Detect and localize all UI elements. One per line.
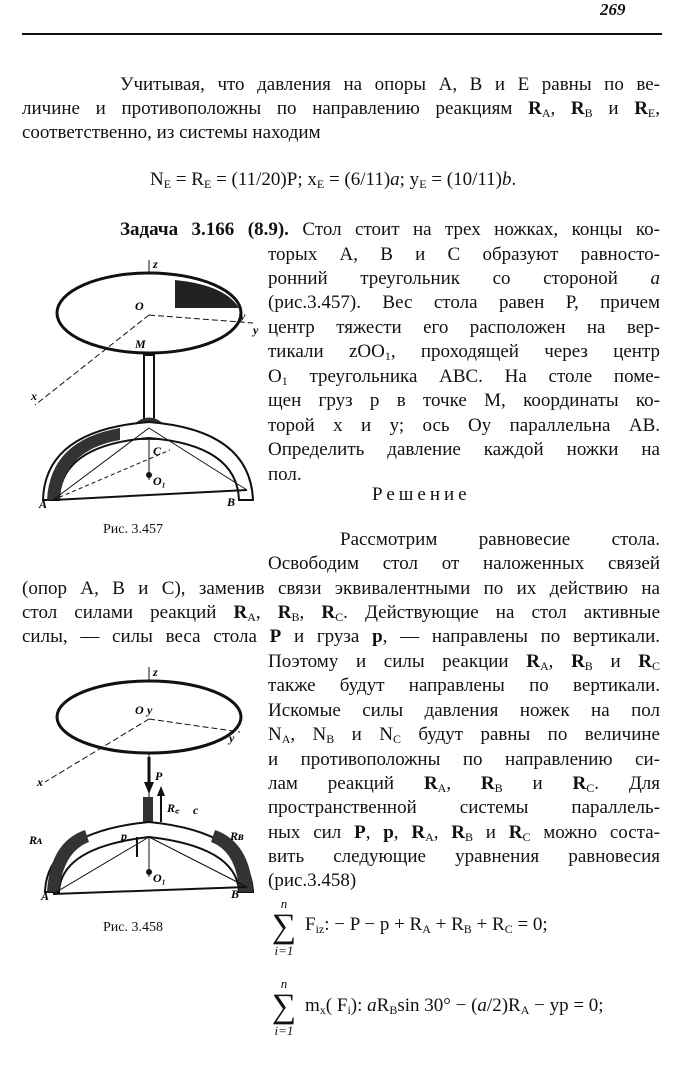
force-label-ra: Rᴀ	[29, 833, 42, 847]
subscript: 1	[384, 349, 391, 363]
text-segment: и	[592, 98, 635, 119]
text-segment: и груза	[281, 626, 373, 647]
text-segment: и N	[334, 724, 393, 745]
text-segment: R	[451, 822, 465, 843]
text-segment: R	[526, 651, 540, 672]
point-label-b: B	[227, 495, 236, 509]
text-segment: Определить давление каждой ножки на	[268, 439, 660, 460]
text-segment: F	[305, 914, 316, 935]
text-segment: , проходящей через центр	[390, 341, 660, 362]
text-line	[268, 464, 302, 486]
text-line	[268, 268, 660, 290]
subscript: C	[522, 830, 531, 844]
axis-label-z: z	[153, 257, 158, 271]
point-label-a: A	[39, 497, 48, 510]
subscript: E	[203, 177, 212, 191]
text-segment: ронний треугольник со стороной	[268, 268, 651, 289]
text-segment: R	[570, 98, 585, 119]
text-segment: тикали zOO	[268, 341, 385, 362]
text-segment: P	[269, 626, 282, 647]
text-segment: R	[321, 602, 336, 623]
subscript: B	[584, 106, 593, 120]
text-segment: треугольника ABC. На столе поме-	[287, 366, 660, 387]
text-line	[268, 390, 660, 412]
sum-symbol: n ∑ i=1	[271, 896, 297, 958]
text-segment: ,	[446, 773, 481, 794]
subscript: A	[437, 781, 447, 795]
subscript: C	[504, 922, 513, 936]
text-segment: R	[411, 822, 426, 843]
text-segment: R	[376, 995, 390, 1016]
subscript: A	[247, 610, 256, 624]
figure-caption-3-458: Рис. 3.458	[103, 920, 163, 935]
text-segment: : − P − p + R	[324, 914, 423, 935]
force-label-rb: Rʙ	[230, 829, 244, 843]
text-segment: = (11/20)P; x	[211, 169, 317, 190]
text-segment: R	[528, 98, 542, 119]
text-segment: b	[501, 169, 512, 190]
subscript: A	[422, 922, 431, 936]
text-segment: и противоположны по направлению си-	[268, 749, 660, 770]
text-line	[268, 341, 660, 367]
text-segment: p	[383, 822, 394, 843]
subscript: B	[326, 732, 335, 746]
text-segment: R	[572, 773, 587, 794]
subscript: A	[425, 830, 434, 844]
page-number: 269	[600, 0, 626, 19]
text-segment: a	[477, 995, 487, 1016]
text-segment: ,	[299, 602, 322, 623]
text-segment: R	[634, 98, 648, 119]
figure-3-457-table-diagram	[25, 250, 265, 510]
subscript: E	[647, 106, 656, 120]
subscript: E	[316, 177, 325, 191]
text-segment: Задача 3.166 (8.9).	[120, 219, 289, 240]
subscript: C	[652, 659, 661, 673]
text-line	[268, 651, 660, 677]
force-label-p-load: p	[121, 829, 127, 843]
text-segment: ,	[550, 98, 571, 119]
text-segment: вить следующие уравнения равновесия	[268, 846, 660, 867]
text-segment: ,	[393, 822, 412, 843]
text-segment: R	[571, 651, 585, 672]
point-label-b: B	[231, 887, 240, 901]
sum-symbol: n ∑ i=1	[271, 976, 297, 1038]
text-segment: ,	[433, 822, 452, 843]
text-line	[22, 626, 660, 648]
text-segment: N	[268, 724, 282, 745]
text-segment: (рис.3.457). Вес стола равен Р, причем	[268, 292, 660, 313]
point-label-a: A	[41, 889, 50, 902]
text-segment: sin 30° − (	[397, 995, 478, 1016]
text-segment: будут равны по величине	[400, 724, 660, 745]
text-segment: ,	[655, 98, 661, 119]
text-segment: (рис.3.458)	[268, 870, 357, 891]
text-line	[268, 870, 356, 892]
point-label-c: c	[193, 803, 199, 817]
text-segment: стол силами реакций	[22, 602, 234, 623]
figure-caption-3-457: Рис. 3.457	[103, 522, 163, 537]
equation-line	[305, 914, 548, 940]
text-segment: R	[423, 773, 438, 794]
text-segment: щен груз р в точке М, координаты ко-	[268, 390, 660, 411]
text-segment: ; y	[399, 169, 420, 190]
subscript: C	[392, 732, 401, 746]
text-segment: и	[592, 651, 639, 672]
text-segment: = R	[171, 169, 204, 190]
text-segment: = (10/11)	[426, 169, 502, 190]
header-rule	[22, 33, 662, 35]
text-line	[268, 439, 660, 461]
text-line	[268, 415, 660, 437]
subscript: B	[389, 1003, 398, 1017]
text-segment: (опор А, В и С), заменив связи эквивалентными по их действию на	[22, 578, 660, 599]
text-line	[268, 553, 660, 575]
text-segment: , N	[290, 724, 327, 745]
text-line	[268, 700, 660, 722]
text-segment: Искомые силы давления ножек на пол	[268, 700, 660, 721]
subscript: A	[281, 732, 291, 746]
force-label-p-weight: P	[155, 769, 163, 783]
text-line	[22, 578, 660, 600]
point-label-o: O	[135, 299, 144, 313]
text-segment: Учитывая, что давления на опоры А, В и Е равны по ве-	[120, 74, 660, 95]
axis-label-y: y	[229, 731, 235, 745]
text-segment: лам реакций	[268, 773, 424, 794]
text-segment: также будут направлены по вертикали.	[268, 675, 660, 696]
point-label-m: M	[135, 337, 146, 351]
text-segment: торых А, В и С образуют равносто-	[268, 244, 660, 265]
text-segment: Освободим стол от наложенных связей	[268, 553, 660, 574]
axis-label-x: x	[31, 389, 37, 403]
text-segment: и	[502, 773, 573, 794]
text-segment: и	[473, 822, 509, 843]
text-segment: силы, — силы веса стола	[22, 626, 270, 647]
axis-label-y: y	[147, 703, 153, 717]
text-line	[22, 98, 660, 124]
text-segment: ,	[365, 822, 384, 843]
text-segment: O	[268, 366, 282, 387]
text-segment: p	[372, 626, 383, 647]
text-segment: a	[367, 995, 377, 1016]
subscript: B	[463, 922, 472, 936]
text-segment: ):	[350, 995, 368, 1016]
text-line	[268, 797, 660, 819]
subscript: iz	[315, 922, 325, 936]
text-segment: ных сил	[268, 822, 355, 843]
text-segment: = 0;	[512, 914, 548, 935]
point-label-o1: O₁	[153, 871, 166, 885]
text-line	[268, 749, 660, 771]
text-segment: центр тяжести его расположен на вер-	[268, 317, 660, 338]
axis-label-z: z	[153, 665, 158, 679]
text-line	[22, 602, 660, 628]
equation-line	[305, 995, 604, 1021]
text-segment: Поэтому и силы реакции	[268, 651, 527, 672]
axis-label-y: y	[240, 309, 246, 323]
text-line	[268, 773, 660, 799]
text-line	[120, 74, 660, 96]
subscript: E	[419, 177, 427, 191]
text-segment: a	[390, 169, 400, 190]
solution-heading: Решение	[372, 484, 471, 505]
result-equation	[150, 169, 516, 195]
subscript: x	[319, 1003, 326, 1017]
subscript: E	[163, 177, 172, 191]
text-segment: , — направлены по вертикали.	[382, 626, 660, 647]
text-segment: ( F	[325, 995, 348, 1016]
text-line	[120, 219, 660, 241]
text-segment: /2)R	[486, 995, 521, 1016]
text-segment: + R	[471, 914, 505, 935]
text-segment: Рассмотрим равновесие стола.	[340, 529, 660, 550]
text-segment: Стол стоит на трех ножках, концы ко-	[288, 219, 660, 240]
subscript: B	[291, 610, 300, 624]
subscript: B	[465, 830, 474, 844]
text-segment: R	[508, 822, 523, 843]
text-line	[268, 846, 660, 868]
text-segment: R	[277, 602, 292, 623]
text-segment: личине и противоположны по направлению реакциям	[22, 98, 529, 119]
text-segment: R	[233, 602, 248, 623]
text-line	[268, 822, 660, 848]
text-segment: R	[480, 773, 495, 794]
text-segment: N	[150, 169, 164, 190]
text-line	[268, 244, 660, 266]
text-segment: . Для	[594, 773, 661, 794]
text-line	[268, 724, 660, 750]
subscript: i	[347, 1003, 351, 1017]
subscript: 1	[281, 374, 288, 388]
force-label-rc: R꜀	[167, 801, 180, 815]
text-segment: m	[305, 995, 320, 1016]
text-segment: a	[650, 268, 660, 289]
text-segment: пол.	[268, 464, 302, 485]
text-line	[268, 366, 660, 392]
text-segment: .	[511, 169, 517, 190]
text-segment: R	[638, 651, 653, 672]
subscript: C	[586, 781, 595, 795]
axis-label-y: y	[253, 323, 259, 337]
text-segment: ,	[548, 651, 572, 672]
text-segment: − yp = 0;	[529, 995, 604, 1016]
text-segment: ,	[255, 602, 278, 623]
text-segment: = (6/11)	[324, 169, 391, 190]
subscript: A	[541, 106, 551, 120]
subscript: B	[494, 781, 503, 795]
text-segment: соответственно, из системы находим	[22, 122, 321, 143]
text-segment: можно соста-	[530, 822, 661, 843]
text-segment: пространственной системы параллель-	[268, 797, 660, 818]
figure-3-458-force-diagram	[25, 662, 265, 902]
text-segment: . Действующие на стол активные	[343, 602, 661, 623]
text-line	[268, 675, 660, 697]
point-label-o: O	[135, 703, 144, 717]
subscript: A	[539, 659, 549, 673]
subscript: C	[335, 610, 344, 624]
text-line	[22, 122, 321, 144]
subscript: B	[584, 659, 593, 673]
text-segment: P	[354, 822, 366, 843]
axis-label-x: x	[37, 775, 43, 789]
point-label-c: C	[153, 444, 162, 458]
point-label-o1: O₁	[153, 474, 166, 488]
subscript: A	[520, 1003, 530, 1017]
text-segment: торой х и у; ось Оу параллельна АВ.	[268, 415, 660, 436]
text-segment: + R	[430, 914, 464, 935]
text-line	[340, 529, 660, 551]
text-line	[268, 317, 660, 339]
text-line	[268, 292, 660, 314]
